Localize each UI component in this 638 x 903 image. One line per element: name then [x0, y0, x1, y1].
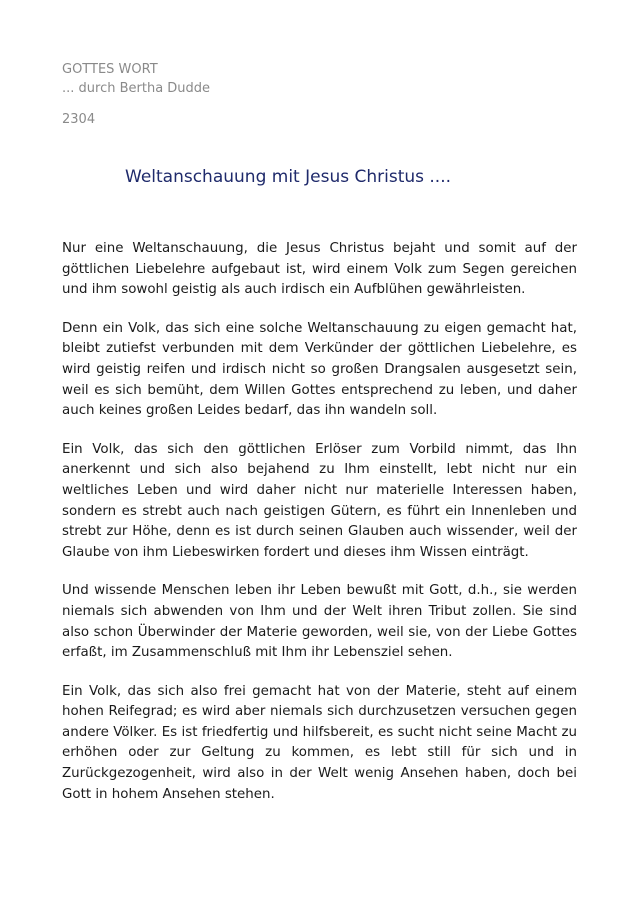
paragraph: Nur eine Weltanschauung, die Jesus Christus bejaht und somit auf der göttlichen Liebelehre aufgebaut ist, wird einem Volk zum Segen gereichen und ihm sowohl geistig als auch irdisch ein Aufblühen gewährleisten. — [62, 241, 577, 298]
document-body — [62, 239, 577, 805]
author-line: ... durch Bertha Dudde — [62, 81, 211, 96]
paragraph: Ein Volk, das sich den göttlichen Erlöser zum Vorbild nimmt, das Ihn anerkennt und sich also bejahend zu Ihm einstellt, lebt nicht nur ein weltliches Leben und wird daher nicht nur materielle Interessen haben, sondern es strebt auch nach geistigen Gütern, es führt ein Innenleben und strebt zur Höhe, denn es ist durch seinen Glauben auch wissender, weil der Glaube von ihm Liebeswirken fordert und dieses ihm Wissen einträgt. — [62, 441, 577, 560]
document-number: 2304 — [62, 112, 96, 127]
paragraph: Denn ein Volk, das sich eine solche Weltanschauung zu eigen gemacht hat, bleibt zutiefst verbunden mit dem Verkünder der göttlichen Liebelehre, es wird geistig reifen und irdisch nicht so großen Drangsalen ausgesetzt sein, weil es sich bemüht, dem Willen Gottes entsprechend zu leben, und daher auch keines großen Leides bedarf, das ihn wandeln soll. — [62, 320, 577, 419]
document-title: Weltanschauung mit Jesus Christus .... — [125, 167, 452, 187]
series-title: GOTTES WORT — [62, 62, 158, 77]
paragraph: Und wissende Menschen leben ihr Leben bewußt mit Gott, d.h., sie werden niemals sich abwenden von Ihm und der Welt ihren Tribut zollen. Sie sind also schon Überwinder der Materie geworden, weil sie, von der Liebe Gottes erfaßt, im Zusammenschluß mit Ihm ihr Lebensziel sehen. — [62, 583, 577, 661]
paragraph: Ein Volk, das sich also frei gemacht hat von der Materie, steht auf einem hohen Reifegrad; es wird aber niemals sich durchzusetzen versuchen gegen andere Völker. Es ist friedfertig und hilfsbereit, es sucht nicht seine Macht zu erhöhen oder zur Geltung zu kommen, es lebt still für sich und in Zurückgezogenheit, wird also in der Welt wenig Ansehen haben, doch bei Gott in hohem Ansehen stehen. — [62, 683, 577, 802]
document-page — [62, 60, 577, 823]
